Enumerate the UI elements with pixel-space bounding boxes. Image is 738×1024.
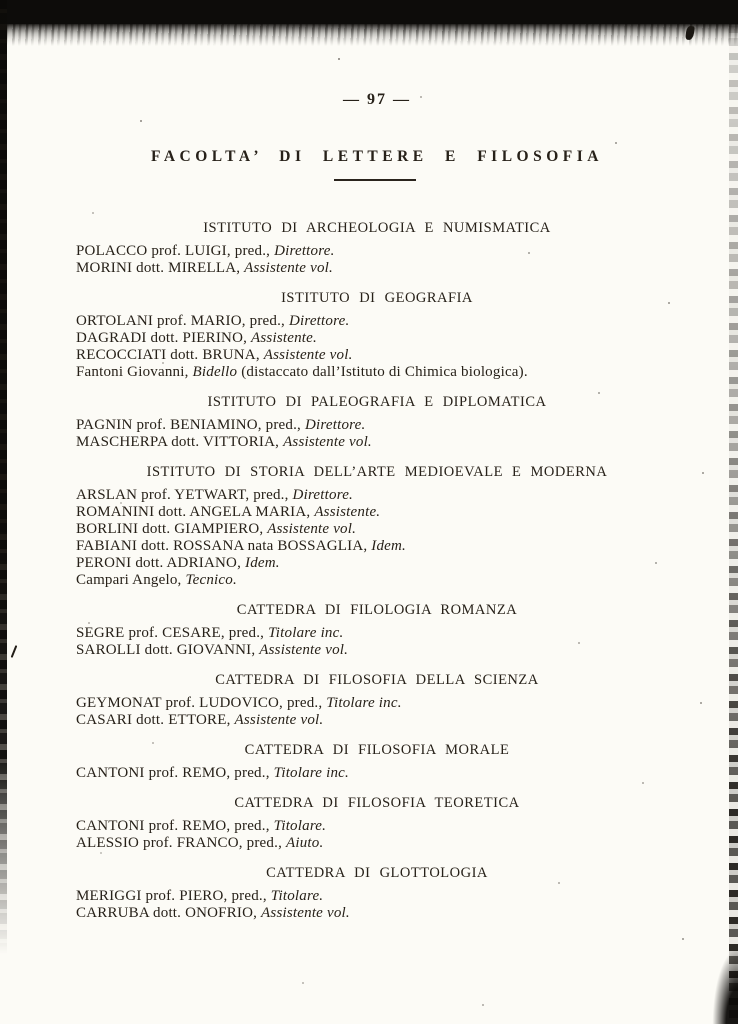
entry-role: Assistente vol. — [263, 347, 353, 363]
entry-name: ROMANINI dott. ANGELA MARIA, — [76, 504, 315, 520]
entry-name: BORLINI dott. GIAMPIERO, — [76, 521, 268, 537]
faculty-section — [76, 219, 678, 277]
section-heading: CATTEDRA DI GLOTTOLOGIA — [266, 865, 488, 881]
entry-name: ALESSIO prof. FRANCO, pred., — [76, 835, 286, 851]
section-entries — [76, 818, 678, 852]
section-entries — [76, 417, 678, 451]
staff-entry — [76, 434, 678, 451]
entry-role: Titolare. — [270, 888, 324, 904]
entry-name: Campari Angelo, — [76, 572, 186, 588]
ink-speckles — [0, 0, 2, 2]
faculty-section — [76, 794, 678, 852]
section-entries — [76, 625, 678, 659]
section-entries — [76, 695, 678, 729]
scan-left-edge — [0, 0, 7, 954]
section-heading: ISTITUTO DI ARCHEOLOGIA E NUMISMATICA — [203, 220, 551, 236]
entry-name: DAGRADI dott. PIERINO, — [76, 330, 252, 346]
staff-entry — [76, 364, 678, 381]
staff-entry — [76, 417, 678, 434]
staff-entry — [76, 835, 678, 852]
entry-name: CANTONI prof. REMO, pred., — [76, 765, 274, 781]
entry-name: CANTONI prof. REMO, pred., — [76, 818, 274, 834]
entry-role: Direttore. — [292, 487, 354, 503]
entry-name: ARSLAN prof. YETWART, pred., — [76, 487, 293, 503]
staff-entry — [76, 765, 678, 782]
entry-note: (distaccato dall’Istituto di Chimica biologica). — [237, 364, 528, 380]
entry-role: Idem. — [371, 538, 407, 554]
section-entries — [76, 243, 678, 277]
section-heading: CATTEDRA DI FILOLOGIA ROMANZA — [236, 602, 518, 618]
scan-right-edge — [729, 26, 738, 1024]
staff-entry — [76, 642, 678, 659]
entry-role: Assistente. — [314, 504, 381, 520]
entry-role: Titolare. — [273, 818, 327, 834]
staff-entry — [76, 818, 678, 835]
entry-role: Assistente vol. — [267, 521, 357, 537]
entry-name: SEGRE prof. CESARE, pred., — [76, 625, 269, 641]
staff-entry — [76, 625, 678, 642]
section-heading: CATTEDRA DI FILOSOFIA TEORETICA — [234, 795, 520, 811]
staff-entry — [76, 888, 678, 905]
entry-role: Assistente vol. — [244, 260, 333, 276]
staff-entry — [76, 487, 678, 504]
staff-entry — [76, 555, 678, 572]
faculty-sections — [76, 219, 678, 922]
staff-entry — [76, 521, 678, 538]
staff-entry — [76, 330, 678, 347]
staff-entry — [76, 538, 678, 555]
entry-name: SAROLLI dott. GIOVANNI, — [76, 642, 260, 658]
faculty-section — [76, 864, 678, 922]
staff-entry — [76, 347, 678, 364]
entry-name: POLACCO prof. LUIGI, pred., — [76, 243, 275, 259]
page-title: FACOLTA’ DI LETTERE E FILOSOFIA — [151, 148, 603, 165]
entry-role: Titolare inc. — [326, 695, 402, 711]
entry-role: Aiuto. — [285, 835, 324, 851]
entry-role: Assistente. — [251, 330, 317, 346]
section-heading: CATTEDRA DI FILOSOFIA DELLA SCIENZA — [215, 672, 539, 688]
faculty-section — [76, 671, 678, 729]
staff-entry — [76, 243, 678, 260]
entry-name: MERIGGI prof. PIERO, pred., — [76, 888, 271, 904]
section-heading: CATTEDRA DI FILOSOFIA MORALE — [244, 742, 510, 758]
entry-role: Direttore. — [274, 243, 335, 259]
entry-role: Idem. — [245, 555, 280, 571]
faculty-section — [76, 289, 678, 381]
entry-role: Assistente vol. — [234, 712, 324, 728]
faculty-section — [76, 393, 678, 451]
entry-name: ORTOLANI prof. MARIO, pred., — [76, 313, 289, 329]
entry-role: Assistente vol. — [261, 905, 350, 921]
page-content — [76, 0, 678, 922]
entry-role: Direttore. — [288, 313, 350, 329]
entry-name: PERONI dott. ADRIANO, — [76, 555, 245, 571]
staff-entry — [76, 313, 678, 330]
stray-mark — [11, 645, 18, 658]
entry-role: Assistente vol. — [259, 642, 349, 658]
scan-corner-blob — [704, 924, 738, 1024]
section-heading: ISTITUTO DI PALEOGRAFIA E DIPLOMATICA — [207, 394, 547, 410]
entry-role: Direttore. — [304, 417, 366, 433]
staff-entry — [76, 695, 678, 712]
page-number: — 97 — — [343, 91, 411, 108]
entry-role: Tecnico. — [185, 572, 237, 588]
entry-name: RECOCCIATI dott. BRUNA, — [76, 347, 264, 363]
staff-entry — [76, 905, 678, 922]
entry-role: Assistente vol. — [283, 434, 372, 450]
entry-name: GEYMONAT prof. LUDOVICO, pred., — [76, 695, 327, 711]
entry-name: MASCHERPA dott. VITTORIA, — [76, 434, 284, 450]
staff-entry — [76, 572, 678, 589]
section-entries — [76, 487, 678, 589]
section-heading: ISTITUTO DI STORIA DELL’ARTE MEDIOEVALE E MODERNA — [146, 464, 608, 480]
title-underline — [334, 179, 416, 181]
entry-name: CARRUBA dott. ONOFRIO, — [76, 905, 262, 921]
section-entries — [76, 313, 678, 381]
staff-entry — [76, 504, 678, 521]
entry-name: MORINI dott. MIRELLA, — [76, 260, 245, 276]
faculty-section — [76, 463, 678, 589]
entry-name: PAGNIN prof. BENIAMINO, pred., — [76, 417, 305, 433]
section-entries — [76, 888, 678, 922]
section-heading: ISTITUTO DI GEOGRAFIA — [281, 290, 473, 306]
entry-role: Titolare inc. — [268, 625, 344, 641]
entry-role: Titolare inc. — [273, 765, 349, 781]
faculty-section — [76, 601, 678, 659]
section-entries — [76, 765, 678, 782]
entry-name: Fantoni Giovanni, — [76, 364, 193, 380]
entry-name: FABIANI dott. ROSSANA nata BOSSAGLIA, — [76, 538, 372, 554]
staff-entry — [76, 260, 678, 277]
entry-name: CASARI dott. ETTORE, — [76, 712, 235, 728]
entry-role: Bidello — [192, 364, 238, 380]
staff-entry — [76, 712, 678, 729]
faculty-section — [76, 741, 678, 782]
